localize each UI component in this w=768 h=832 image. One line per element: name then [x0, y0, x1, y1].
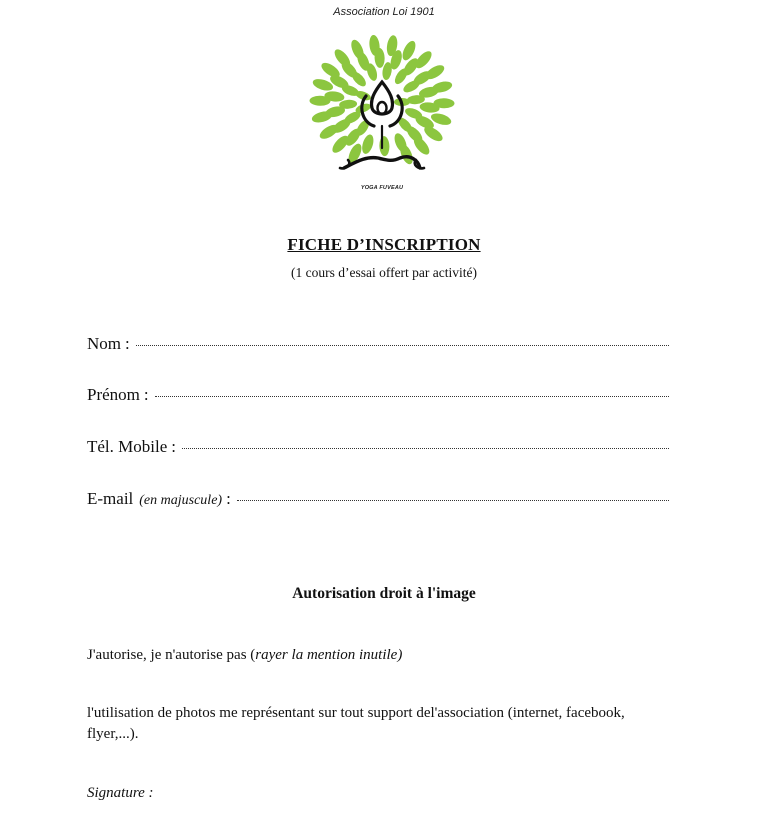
field-tel-label: Tél. Mobile [87, 437, 168, 456]
field-email[interactable] [87, 489, 669, 509]
image-rights-usage: l'utilisation de photos me représentant sur tout support del'association (internet, facebook, flyer,...). [87, 705, 625, 742]
field-prenom-colon: : [143, 385, 149, 404]
image-rights-title: Autorisation droit à l'image [292, 585, 476, 602]
signature-label: Signature : [87, 785, 154, 801]
field-tel-mobile[interactable] [87, 437, 669, 457]
field-prenom-label: Prénom [87, 385, 140, 404]
field-nom-label: Nom [87, 334, 121, 353]
field-tel-colon: : [171, 437, 176, 456]
field-nom-colon: : [125, 334, 130, 353]
field-prenom-dotted-line[interactable] [155, 393, 669, 397]
field-prenom[interactable] [87, 385, 669, 405]
field-nom[interactable] [87, 334, 669, 354]
leaf-shape [360, 133, 375, 155]
image-rights-choice-text: J'autorise, je n'autorise pas ( [87, 647, 256, 663]
image-rights-choice-instruction: rayer la mention inutile) [255, 647, 403, 663]
form-subtitle: (1 cours d’essai offert par activité) [290, 265, 478, 280]
field-email-colon: : [226, 489, 231, 508]
association-header: Association Loi 1901 [333, 6, 435, 18]
field-email-hint: (en majuscule) [139, 493, 223, 508]
field-nom-dotted-line[interactable] [136, 342, 669, 346]
logo-caption: YOGA FUVEAU [360, 185, 404, 191]
form-title: FICHE D’INSCRIPTION [287, 235, 481, 254]
field-tel-dotted-line[interactable] [182, 445, 669, 449]
leaf-shape [379, 136, 390, 156]
yoga-tree-logo-icon [300, 30, 464, 200]
image-rights-choice [87, 645, 402, 666]
field-email-dotted-line[interactable] [237, 497, 669, 501]
field-email-label: E-mail [87, 489, 134, 508]
